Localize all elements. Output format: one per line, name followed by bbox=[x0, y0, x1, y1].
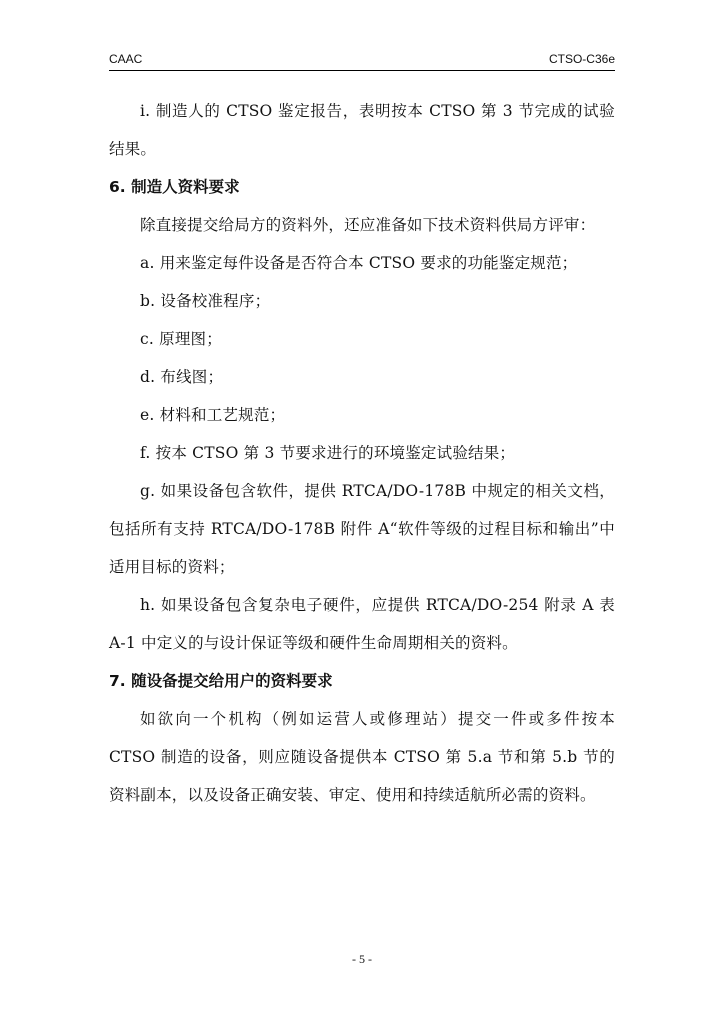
section-6-intro: 除直接提交给局方的资料外，还应准备如下技术资料供局方评审： bbox=[140, 216, 596, 234]
page-number: - 5 - bbox=[352, 952, 372, 966]
list-item-a: a. 用来鉴定每件设备是否符合本 CTSO 要求的功能鉴定规范； bbox=[140, 254, 578, 272]
section-7-title: 7. 随设备提交给用户的资料要求 bbox=[109, 672, 333, 690]
item-i: i. 制造人的 CTSO 鉴定报告，表明按本 CTSO 第 3 节完成的试验结果。 bbox=[109, 102, 615, 158]
list-item-h: h. 如果设备包含复杂电子硬件，应提供 RTCA/DO-254 附录 A 表 A-1 中定义的与设计保证等级和硬件生命周期相关的资料。 bbox=[109, 596, 615, 652]
document-body bbox=[109, 92, 615, 814]
list-item-e: e. 材料和工艺规范； bbox=[140, 406, 286, 424]
section-7-text: 如欲向一个机构（例如运营人或修理站）提交一件或多件按本 CTSO 制造的设备，则应随设备提供本 CTSO 第 5.a 节和第 5.b 节的资料副本，以及设备正确安装、审定、使用和持续适航所必需的资料。 bbox=[109, 710, 615, 804]
list-item-b: b. 设备校准程序； bbox=[140, 292, 271, 310]
list-item-g: g. 如果设备包含软件，提供 RTCA/DO-178B 中规定的相关文档，包括所有支持 RTCA/DO-178B 附件 A“软件等级的过程目标和输出”中适用目标的资料； bbox=[109, 482, 615, 576]
header-left-label: CAAC bbox=[109, 52, 143, 66]
list-item-f: f. 按本 CTSO 第 3 节要求进行的环境鉴定试验结果； bbox=[140, 444, 516, 462]
list-item-d: d. 布线图； bbox=[140, 368, 224, 386]
section-6-title: 6. 制造人资料要求 bbox=[109, 178, 240, 196]
list-item-c: c. 原理图； bbox=[140, 330, 222, 348]
page-header bbox=[109, 52, 615, 71]
header-right-label: CTSO-C36e bbox=[548, 52, 615, 66]
